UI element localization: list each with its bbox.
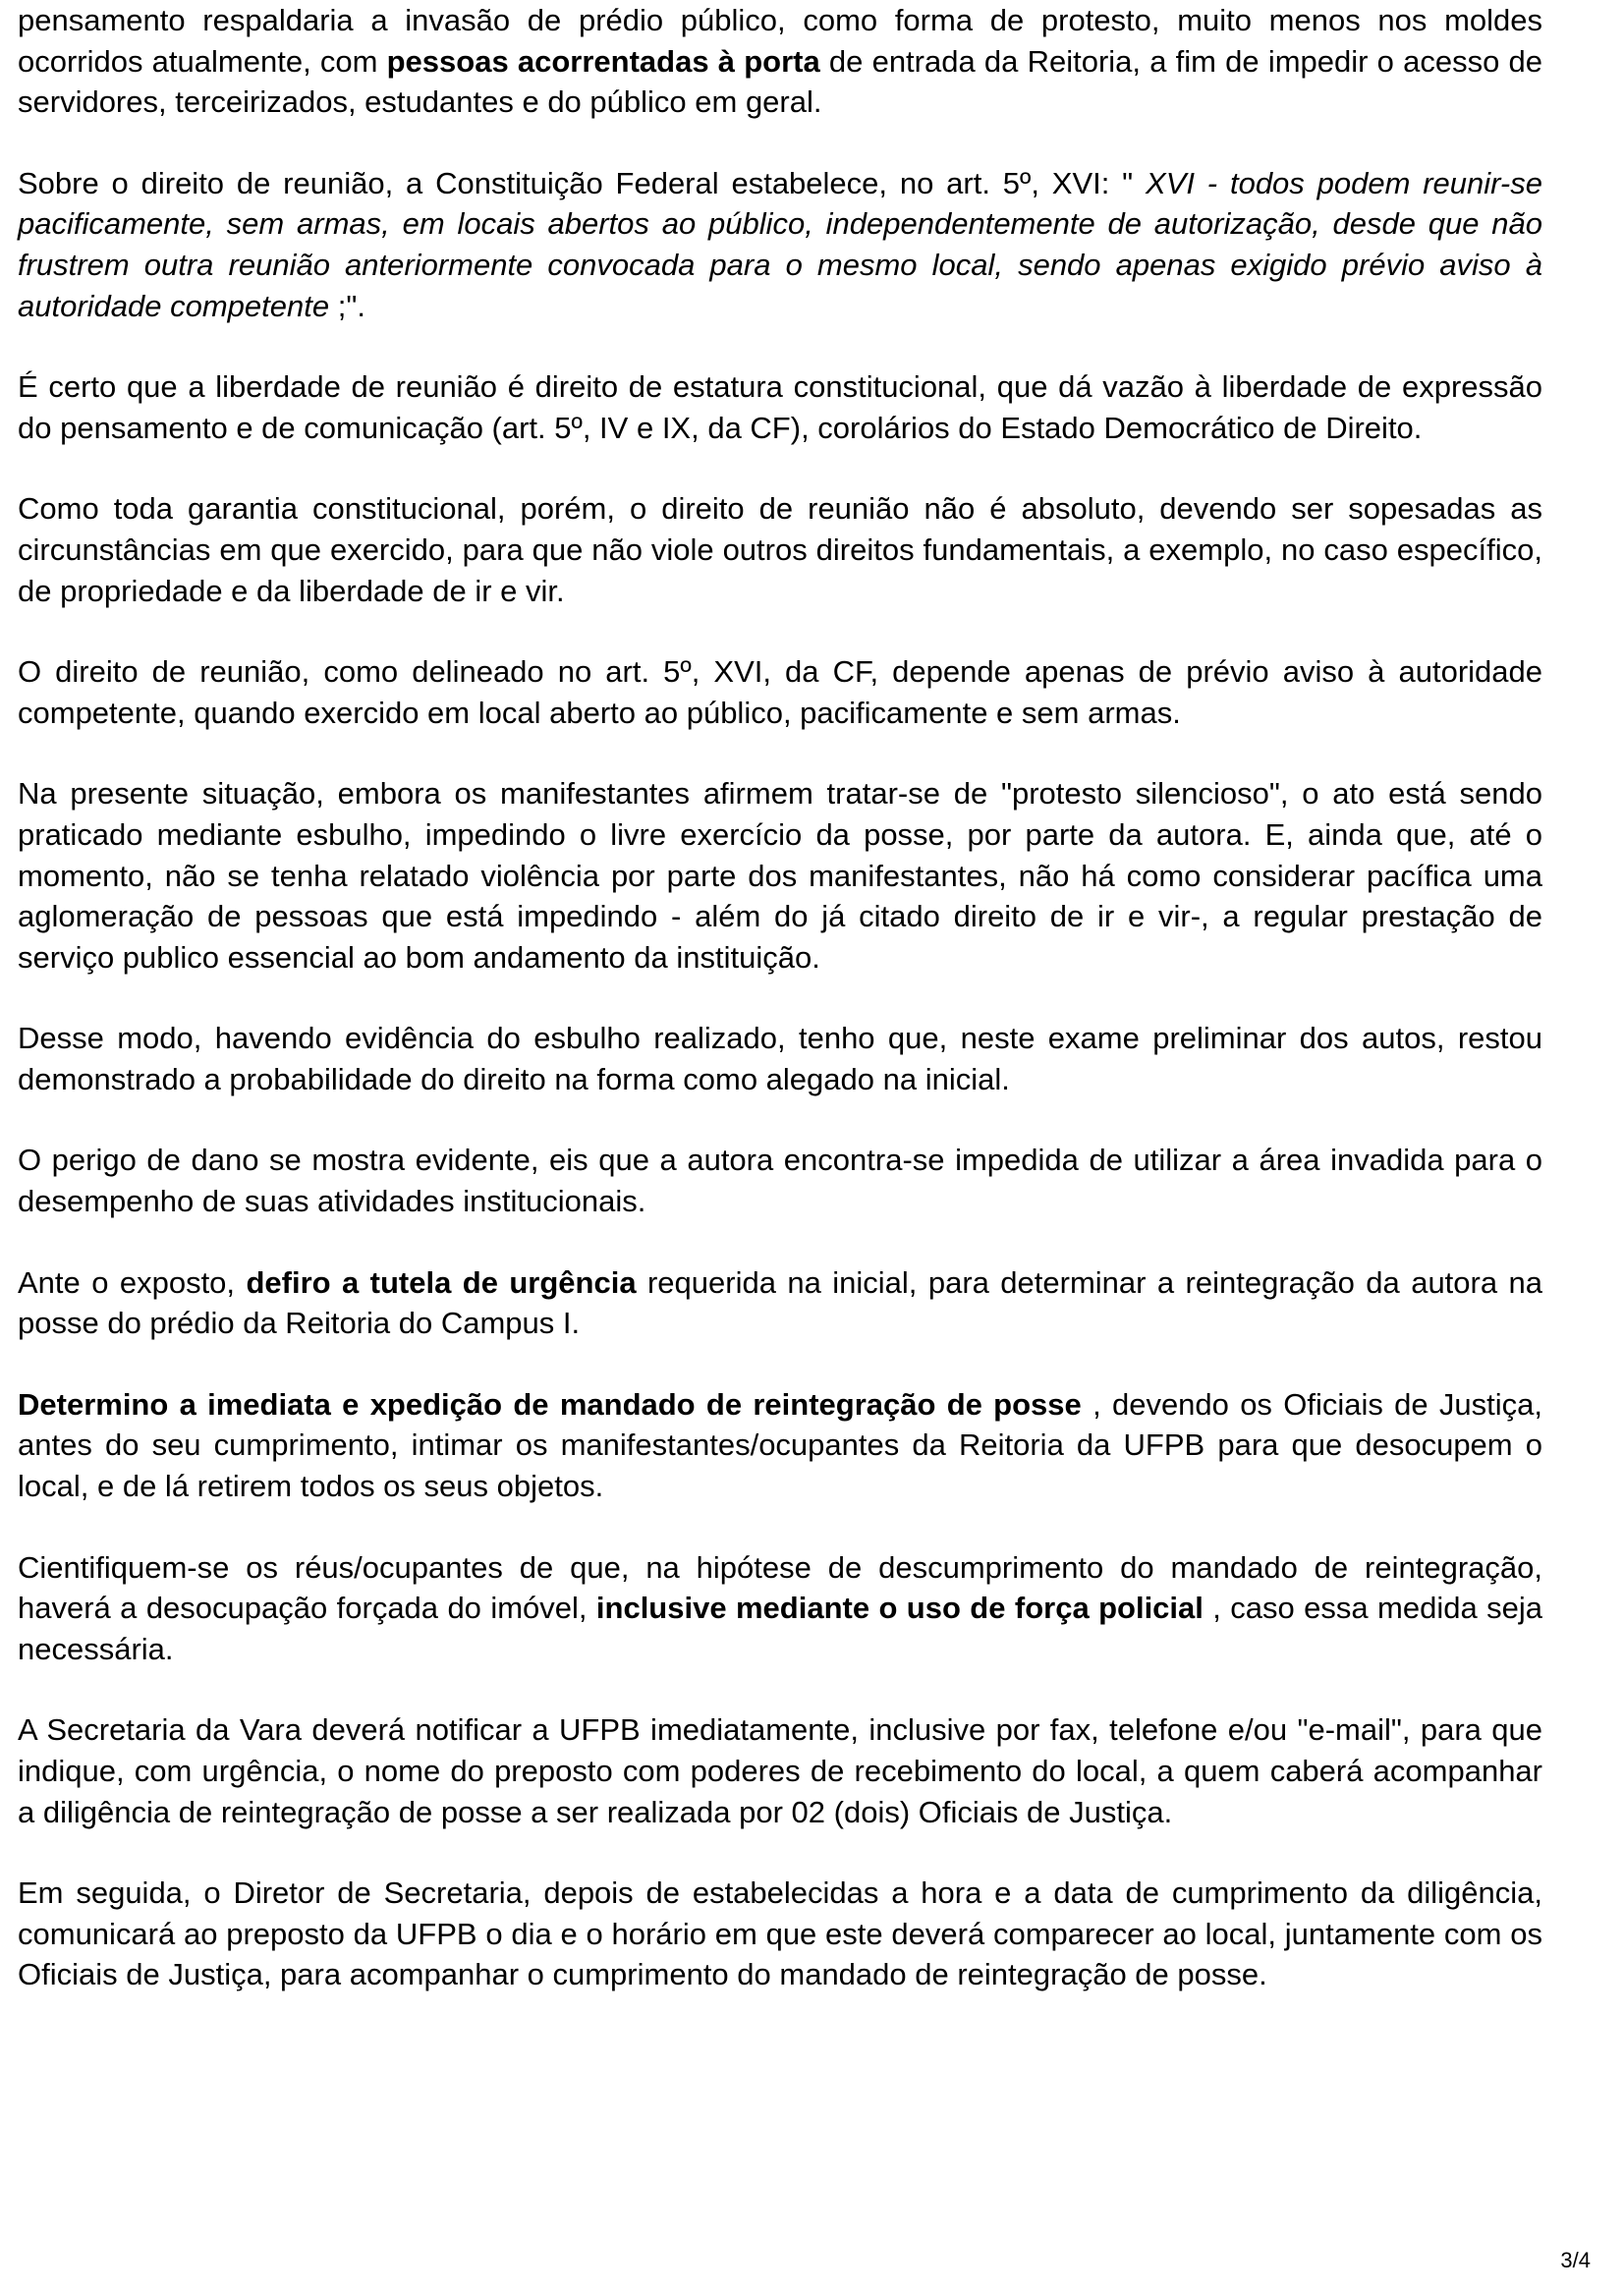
page-number: 3/4 [1560, 2248, 1591, 2272]
paragraph [18, 651, 1542, 733]
paragraph-text: , devendo os Oficiais de Justiça, antes do seu cumprimento, intimar os manifestantes/ocupantes da Reitoria da UFPB para que desocupem o local, e de lá retirem todos os seus objetos. [18, 1386, 1542, 1504]
paragraph [18, 0, 1542, 123]
paragraph [18, 163, 1542, 326]
paragraph [18, 1384, 1542, 1507]
paragraph [18, 366, 1542, 448]
paragraph-text: É certo que a liberdade de reunião é direito de estatura constitucional, que dá vazão à liberdade de expressão do pensamento e de comunicação (art. 5º, IV e IX, da CF), corolários do Estado Democrático de Direito. [18, 369, 1542, 445]
emphasis-bold-text: inclusive mediante o uso de força policial [595, 1591, 1204, 1626]
paragraph [18, 1873, 1542, 1995]
paragraph [18, 1018, 1542, 1099]
quoted-italic-text: XVI - todos podem reunir-se pacificamente, sem armas, em locais abertos ao público, independentemente de autorização, desde que não frustrem outra reunião anteriormente convocada para o mesmo local, sendo apenas exigido prévio aviso à autoridade competente [18, 165, 1542, 323]
paragraph-text: pensamento respaldaria a invasão de prédio público, como forma de protesto, muito menos nos moldes ocorridos atualmente, com [18, 3, 1542, 79]
paragraph-text: Em seguida, o Diretor de Secretaria, depois de estabelecidas a hora e a data de cumprimento da diligência, comunicará ao preposto da UFPB o dia e o horário em que este deverá comparecer ao local, juntamente com os Oficiais de Justiça, para acompanhar o cumprimento do mandado de reintegração de posse. [18, 1875, 1542, 1992]
paragraph-text: Cientifiquem-se os réus/ocupantes de que, na hipótese de descumprimento do mandado de reintegração, haverá a desocupação forçada do imóvel, [18, 1549, 1542, 1626]
paragraph-text: Como toda garantia constitucional, porém, o direito de reunião não é absoluto, devendo ser sopesadas as circunstâncias em que exercido, para que não viole outros direitos fundamentais, a exemplo, no caso específico, de propriedade e da liberdade de ir e vir. [18, 491, 1542, 608]
paragraph-text: de entrada da Reitoria, a fim de impedir o acesso de servidores, terceirizados, estudantes e do público em geral. [18, 43, 1542, 120]
paragraph [18, 1547, 1542, 1670]
document-body [18, 0, 1542, 2036]
paragraph-text: ;". [329, 288, 365, 323]
paragraph-text: Ante o exposto, [18, 1264, 247, 1300]
paragraph-text: Sobre o direito de reunião, a Constituição Federal estabelece, no art. 5º, XVI: " [18, 165, 1147, 200]
paragraph [18, 1140, 1542, 1221]
emphasis-bold-text: defiro a tutela de urgência [246, 1264, 637, 1300]
paragraph [18, 1262, 1542, 1344]
paragraph-text: Desse modo, havendo evidência do esbulho realizado, tenho que, neste exame preliminar dos autos, restou demonstrado a probabilidade do direito na forma como alegado na inicial. [18, 1021, 1542, 1096]
paragraph [18, 1709, 1542, 1832]
paragraph-text: A Secretaria da Vara deverá notificar a UFPB imediatamente, inclusive por fax, telefone e/ou "e-mail", para que indique, com urgência, o nome do preposto com poderes de recebimento do local, a quem caberá acompanhar a diligência de reintegração de posse a ser realizada por 02 (dois) Oficiais de Justiça. [18, 1712, 1542, 1829]
paragraph [18, 773, 1542, 978]
paragraph-text: , caso essa medida seja necessária. [18, 1591, 1542, 1666]
paragraph [18, 488, 1542, 611]
emphasis-bold-text: pessoas acorrentadas à porta [386, 43, 820, 79]
paragraph-text: O direito de reunião, como delineado no art. 5º, XVI, da CF, depende apenas de prévio aviso à autoridade competente, quando exercido em local aberto ao público, pacificamente e sem armas. [18, 654, 1542, 730]
emphasis-bold-text: Determino a imediata e xpedição de mandado de reintegração de posse [18, 1386, 1082, 1422]
paragraph-text: requerida na inicial, para determinar a reintegração da autora na posse do prédio da Reitoria do Campus I. [18, 1264, 1542, 1341]
paragraph-text: Na presente situação, embora os manifestantes afirmem tratar-se de "protesto silencioso", o ato está sendo praticado mediante esbulho, impedindo o livre exercício da posse, por parte da autora. E, ainda que, até o momento, não se tenha relatado violência por parte dos manifestantes, não há como considerar pacífica uma aglomeração de pessoas que está impedindo - além do já citado direito de ir e vir-, a regular prestação de serviço publico essencial ao bom andamento da instituição. [18, 776, 1542, 975]
paragraph-text: O perigo de dano se mostra evidente, eis que a autora encontra-se impedida de utilizar a área invadida para o desempenho de suas atividades institucionais. [18, 1143, 1542, 1219]
